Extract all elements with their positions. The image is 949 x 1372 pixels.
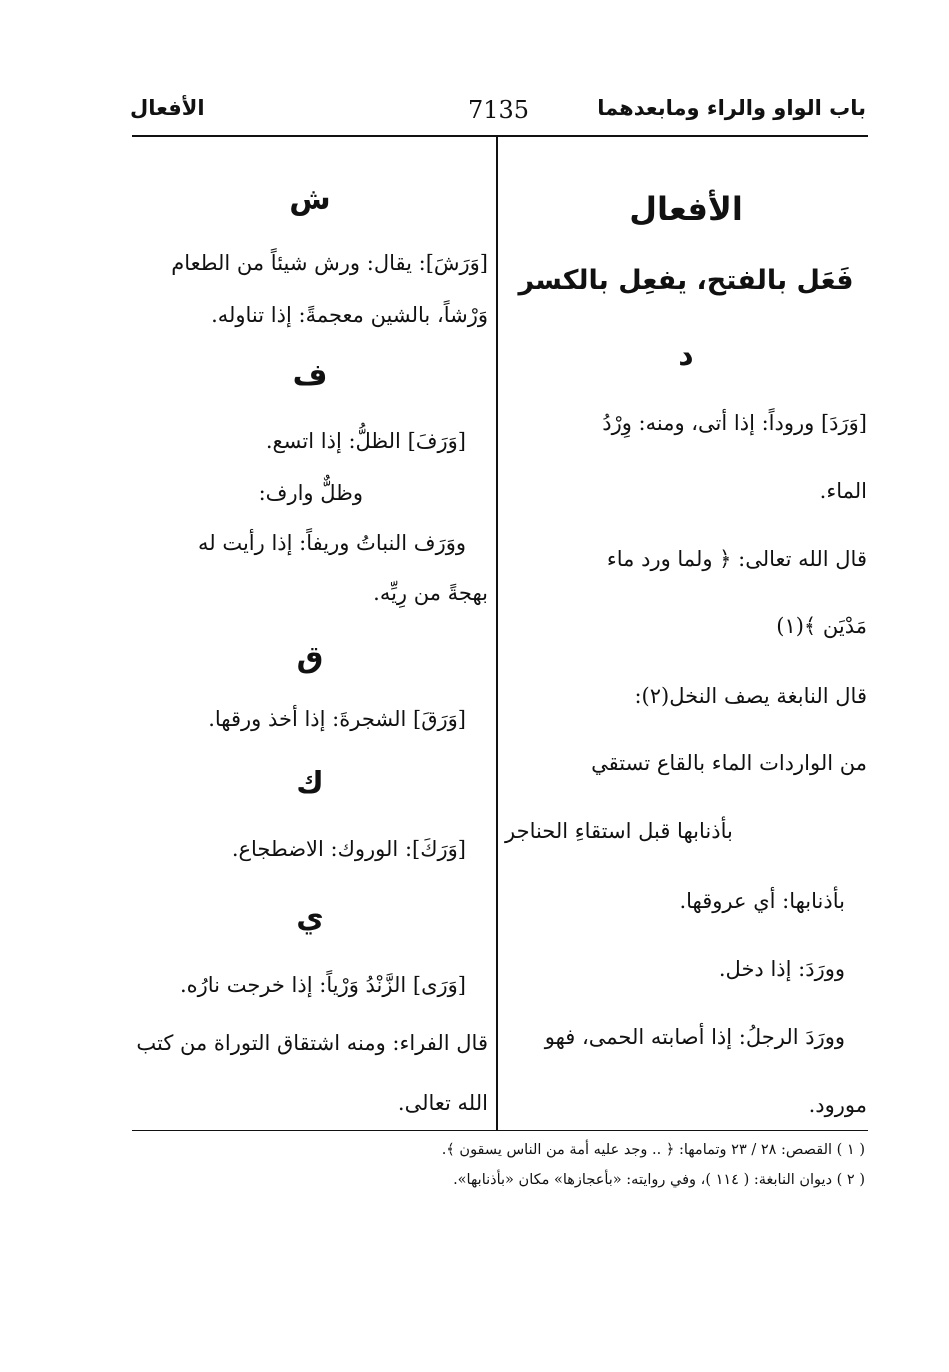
text-line: مَدْيَن ﴾(١) <box>776 614 867 638</box>
text-line: وورَدَ الرجلُ: إذا أصابته الحمى، فهو <box>544 1025 845 1049</box>
running-title-left: الأفعال <box>130 96 205 120</box>
header-rule <box>132 135 868 137</box>
verse-line: بأذنابها قبل استقاءِ الحناجر <box>505 819 733 843</box>
text-line: بهجةً من رِيِّه. <box>373 581 488 605</box>
section-heading: الأفعال <box>629 190 743 228</box>
section-subheading: فَعَل بالفتح، يفعِل بالكسر <box>518 265 854 296</box>
text-line: [وَرَقَ] الشجرةَ: إذا أخذ ورقها. <box>208 707 466 731</box>
footnote: ( ٢ ) ديوان النابغة: ( ١١٤ )، وفي روايته: «بأعجازها» مكان «بأذنابها». <box>453 1172 865 1188</box>
letter-heading: ق <box>296 640 324 675</box>
text-line: قال الله تعالى: ﴿ ولما ورد ماء <box>606 547 867 571</box>
running-title-right: باب الواو والراء ومابعدهما <box>597 96 866 120</box>
page-header <box>130 96 866 136</box>
text-line: بأذنابها: أي عروقها. <box>679 889 845 913</box>
text-line: وورَدَ: إذا دخل. <box>718 957 845 981</box>
letter-heading: د <box>678 338 694 373</box>
footnote: ( ١ ) القصص: ٢٨ / ٢٣ وتمامها: ﴿ .. وجد عليه أمة من الناس يسقون ﴾. <box>441 1142 865 1158</box>
letter-heading: ي <box>296 900 324 935</box>
text-line: مورود. <box>808 1093 867 1117</box>
text-line: قال الفراء: ومنه اشتقاق التوراة من كتب <box>136 1031 488 1055</box>
text-line: [وَرَى] الزَّنْدُ وَرْياً: إذا خرجت نارُه. <box>179 973 466 997</box>
text-line: وظلٌّ وارف: <box>258 481 363 505</box>
text-line: [وَرَدَ] وروداً: إذا أتى، ومنه: وِرْدُ <box>602 411 867 435</box>
letter-heading: ف <box>292 358 328 393</box>
text-line: الله تعالى. <box>397 1091 488 1115</box>
column-divider <box>496 137 498 1130</box>
letter-heading: ش <box>289 182 331 217</box>
text-line: وَرْشاً، بالشين معجمةً: إذا تناوله. <box>211 303 488 327</box>
text-line: قال النابغة يصف النخل(٢): <box>634 684 867 708</box>
page-number: 7135 <box>468 96 530 124</box>
letter-heading: ك <box>296 766 324 801</box>
text-line: ووَرَف النباتُ وريفاً: إذا رأيت له <box>198 531 466 555</box>
text-line: [وَرَفَ] الظلُّ: إذا اتسع. <box>265 429 466 453</box>
text-line: الماء. <box>819 479 867 503</box>
text-line: [وَرَشَ]: يقال: ورش شيئاً من الطعام <box>171 251 488 275</box>
footnotes <box>132 1142 865 1202</box>
verse-line: من الواردات الماء بالقاع تستقي <box>591 751 867 775</box>
footnote-rule <box>132 1130 868 1131</box>
text-line: [وَرَكَ]: الوروك: الاضطجاع. <box>231 837 466 861</box>
